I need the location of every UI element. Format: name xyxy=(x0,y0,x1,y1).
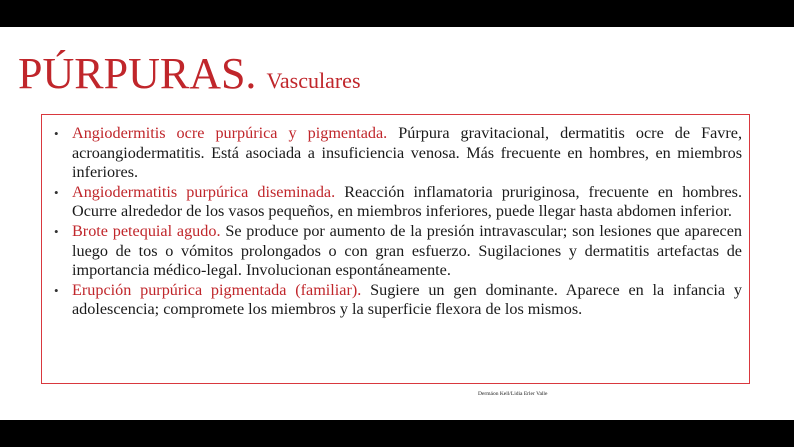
item-term: Angiodermatitis purpúrica diseminada. xyxy=(72,182,336,201)
content-box xyxy=(41,114,750,384)
bullet-icon: • xyxy=(54,223,59,239)
list-item xyxy=(54,281,742,320)
citation-text: Dermáon Kell/Lidia Erler Valle xyxy=(478,391,548,397)
slide-subtitle: Vasculares xyxy=(266,68,361,93)
item-term: Erupción purpúrica pigmentada (familiar). xyxy=(72,280,362,299)
item-text: Sugiere un gen dominante. Aparece en la infancia y adolescencia; compromete los miembros y la superficie flexora de los mismos. xyxy=(72,280,743,319)
list-item xyxy=(54,222,742,281)
bottom-black-bar xyxy=(0,420,794,447)
bullet-icon: • xyxy=(54,126,59,141)
list-item xyxy=(54,124,742,183)
slide-title-block xyxy=(18,48,361,99)
item-term: Brote petequial agudo. xyxy=(72,221,221,240)
slide-title: PÚRPURAS. xyxy=(18,49,257,98)
item-term: Angiodermitis ocre purpúrica y pigmentada. xyxy=(72,124,388,142)
bullet-icon: • xyxy=(54,184,59,200)
bullet-list xyxy=(54,124,742,320)
item-text: Se produce por aumento de la presión intravascular; son lesiones que aparecen luego de tos o vómitos prolongados o con gran esfuerzo. Sugilaciones y dermatitis artefactas de importancia médico-legal. Involucionan espontáneamente. xyxy=(72,221,743,280)
item-text: Púrpura gravitacional, dermatitis ocre de Favre, acroangiodermatitis. Está asociada a insuficiencia venosa. Más frecuente en hombres, en miembros inferiores. xyxy=(72,124,743,182)
top-black-bar xyxy=(0,0,794,27)
item-text: Reacción inflamatoria pruriginosa, frecuente en hombres. Ocurre alrededor de los vasos pequeños, en miembros inferiores, puede llegar hasta abdomen inferior. xyxy=(72,182,742,221)
bullet-icon: • xyxy=(54,282,59,298)
list-item xyxy=(54,183,742,222)
